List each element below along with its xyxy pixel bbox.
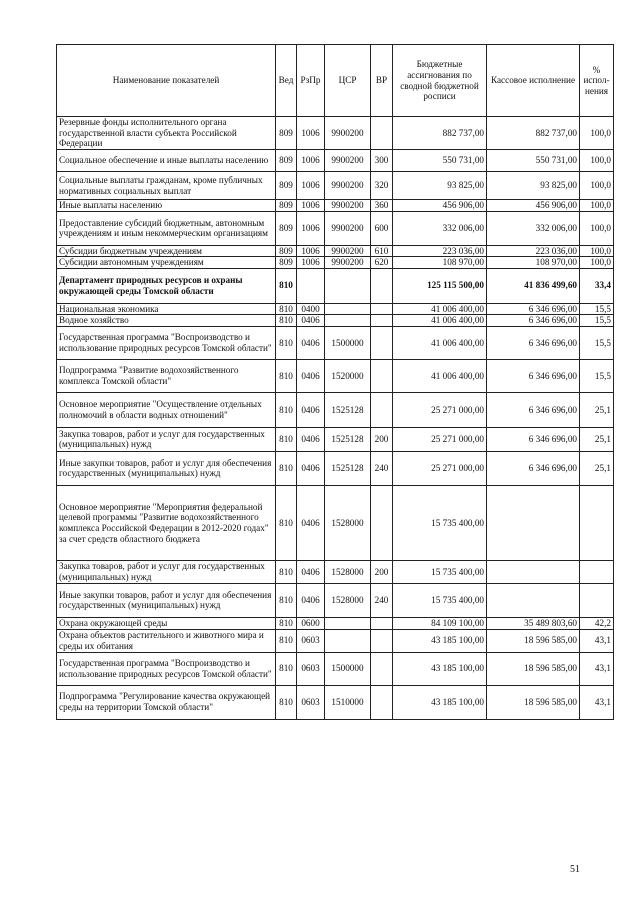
table-row [57, 117, 614, 150]
cell-ved: 810 [276, 617, 297, 629]
cell-name: Основное мероприятие "Осуществление отдельных полномочий в области водных отношений" [57, 392, 276, 427]
cell-rzpr: 0406 [297, 392, 325, 427]
table-row [57, 685, 614, 719]
header-vr: ВР [371, 45, 393, 117]
cell-budget: 41 006 400,00 [393, 303, 487, 315]
cell-kassa: 6 346 696,00 [487, 315, 580, 327]
cell-kassa: 550 731,00 [487, 150, 580, 172]
cell-name: Водное хозяйство [57, 315, 276, 327]
cell-budget: 332 006,00 [393, 211, 487, 245]
cell-kassa: 18 596 585,00 [487, 652, 580, 685]
cell-kassa [487, 560, 580, 583]
cell-rzpr: 1006 [297, 245, 325, 257]
cell-name: Основное мероприятие "Мероприятия федеральной целевой программы "Развитие водохозяйственного комплекса Российской Федерации в 2012-2020 годах" за счет средств областного бюджета [57, 485, 276, 560]
cell-csr [325, 268, 371, 303]
cell-csr: 1528000 [325, 583, 371, 617]
cell-name: Субсидии автономным учреждениям [57, 257, 276, 269]
cell-pct: 100,0 [580, 211, 614, 245]
cell-pct: 15,5 [580, 303, 614, 315]
cell-rzpr: 0406 [297, 359, 325, 392]
cell-kassa: 41 836 499,60 [487, 268, 580, 303]
cell-csr [325, 315, 371, 327]
table-header-row [57, 45, 614, 117]
cell-name: Иные выплаты населению [57, 200, 276, 212]
cell-ved: 810 [276, 451, 297, 485]
cell-rzpr: 0406 [297, 315, 325, 327]
table-row [57, 211, 614, 245]
cell-rzpr: 1006 [297, 200, 325, 212]
cell-csr: 9900200 [325, 172, 371, 200]
table-row [57, 172, 614, 200]
cell-ved: 809 [276, 257, 297, 269]
cell-rzpr [297, 268, 325, 303]
cell-csr: 1525128 [325, 427, 371, 451]
cell-ved: 809 [276, 211, 297, 245]
cell-name: Подпрограмма "Развитие водохозяйственного комплекса Томской области" [57, 359, 276, 392]
cell-budget: 15 735 400,00 [393, 485, 487, 560]
table-row [57, 629, 614, 652]
cell-pct: 42,2 [580, 617, 614, 629]
cell-rzpr: 0603 [297, 629, 325, 652]
cell-ved: 810 [276, 685, 297, 719]
cell-csr: 1510000 [325, 685, 371, 719]
cell-vr [371, 359, 393, 392]
table-row [57, 451, 614, 485]
cell-name: Закупка товаров, работ и услуг для государственных (муниципальных) нужд [57, 560, 276, 583]
cell-budget: 108 970,00 [393, 257, 487, 269]
cell-kassa: 18 596 585,00 [487, 685, 580, 719]
cell-kassa: 332 006,00 [487, 211, 580, 245]
cell-csr: 9900200 [325, 257, 371, 269]
cell-pct: 25,1 [580, 392, 614, 427]
cell-budget: 43 185 100,00 [393, 685, 487, 719]
cell-csr: 1525128 [325, 392, 371, 427]
cell-ved: 809 [276, 150, 297, 172]
cell-rzpr: 0400 [297, 303, 325, 315]
cell-vr: 610 [371, 245, 393, 257]
cell-budget: 41 006 400,00 [393, 326, 487, 359]
cell-ved: 810 [276, 315, 297, 327]
cell-rzpr: 1006 [297, 211, 325, 245]
header-rzpr: РзПр [297, 45, 325, 117]
cell-pct: 25,1 [580, 451, 614, 485]
cell-budget: 550 731,00 [393, 150, 487, 172]
page-number: 51 [570, 864, 580, 875]
cell-kassa [487, 485, 580, 560]
cell-vr: 360 [371, 200, 393, 212]
cell-name: Иные закупки товаров, работ и услуг для обеспечения государственных (муниципальных) нужд [57, 583, 276, 617]
cell-vr [371, 326, 393, 359]
table-row [57, 583, 614, 617]
cell-rzpr: 1006 [297, 150, 325, 172]
cell-rzpr: 1006 [297, 257, 325, 269]
cell-name: Государственная программа "Воспроизводство и использование природных ресурсов Томской области" [57, 326, 276, 359]
cell-ved: 809 [276, 172, 297, 200]
cell-budget: 41 006 400,00 [393, 359, 487, 392]
cell-pct: 100,0 [580, 245, 614, 257]
cell-vr: 200 [371, 427, 393, 451]
cell-vr: 200 [371, 560, 393, 583]
cell-ved: 809 [276, 200, 297, 212]
table-row [57, 427, 614, 451]
cell-kassa: 18 596 585,00 [487, 629, 580, 652]
cell-kassa: 35 489 803,60 [487, 617, 580, 629]
cell-pct: 100,0 [580, 172, 614, 200]
cell-pct: 100,0 [580, 150, 614, 172]
cell-csr: 1525128 [325, 451, 371, 485]
cell-vr: 240 [371, 583, 393, 617]
cell-budget: 15 735 400,00 [393, 583, 487, 617]
cell-name: Государственная программа "Воспроизводство и использование природных ресурсов Томской области" [57, 652, 276, 685]
cell-pct [580, 560, 614, 583]
cell-kassa: 6 346 696,00 [487, 359, 580, 392]
budget-table [56, 44, 614, 720]
cell-ved: 810 [276, 652, 297, 685]
cell-ved: 810 [276, 268, 297, 303]
cell-kassa: 6 346 696,00 [487, 326, 580, 359]
cell-name: Охрана объектов растительного и животного мира и среды их обитания [57, 629, 276, 652]
cell-csr: 9900200 [325, 200, 371, 212]
cell-rzpr: 1006 [297, 117, 325, 150]
cell-vr [371, 652, 393, 685]
cell-rzpr: 0406 [297, 583, 325, 617]
cell-pct: 15,5 [580, 315, 614, 327]
cell-pct: 43,1 [580, 685, 614, 719]
cell-kassa: 108 970,00 [487, 257, 580, 269]
cell-rzpr: 0406 [297, 451, 325, 485]
cell-rzpr: 0406 [297, 560, 325, 583]
cell-ved: 810 [276, 583, 297, 617]
cell-csr: 1520000 [325, 359, 371, 392]
cell-pct: 100,0 [580, 257, 614, 269]
cell-budget: 43 185 100,00 [393, 629, 487, 652]
cell-vr [371, 617, 393, 629]
cell-csr: 9900200 [325, 150, 371, 172]
cell-name: Социальные выплаты гражданам, кроме публичных нормативных социальных выплат [57, 172, 276, 200]
cell-vr [371, 485, 393, 560]
cell-pct: 15,5 [580, 359, 614, 392]
cell-vr: 320 [371, 172, 393, 200]
table-row [57, 200, 614, 212]
cell-csr [325, 629, 371, 652]
cell-budget: 25 271 000,00 [393, 451, 487, 485]
cell-vr: 300 [371, 150, 393, 172]
cell-name: Социальное обеспечение и иные выплаты населению [57, 150, 276, 172]
cell-budget: 25 271 000,00 [393, 427, 487, 451]
cell-pct: 15,5 [580, 326, 614, 359]
cell-csr: 1528000 [325, 485, 371, 560]
cell-ved: 810 [276, 303, 297, 315]
cell-pct: 43,1 [580, 629, 614, 652]
cell-vr: 620 [371, 257, 393, 269]
table-row [57, 560, 614, 583]
cell-vr [371, 315, 393, 327]
cell-name: Охрана окружающей среды [57, 617, 276, 629]
cell-vr [371, 117, 393, 150]
cell-pct [580, 485, 614, 560]
cell-rzpr: 0603 [297, 652, 325, 685]
cell-ved: 809 [276, 245, 297, 257]
cell-csr: 1500000 [325, 652, 371, 685]
header-name: Наименование показателей [57, 45, 276, 117]
table-row [57, 257, 614, 269]
cell-rzpr: 0600 [297, 617, 325, 629]
cell-name: Национальная экономика [57, 303, 276, 315]
cell-name: Департамент природных ресурсов и охраны окружающей среды Томской области [57, 268, 276, 303]
cell-kassa [487, 583, 580, 617]
cell-budget: 93 825,00 [393, 172, 487, 200]
cell-pct: 43,1 [580, 652, 614, 685]
cell-vr: 600 [371, 211, 393, 245]
header-pct: % испол-нения [580, 45, 614, 117]
cell-vr [371, 629, 393, 652]
cell-ved: 810 [276, 629, 297, 652]
cell-csr: 1528000 [325, 560, 371, 583]
cell-pct: 100,0 [580, 117, 614, 150]
cell-vr [371, 268, 393, 303]
cell-budget: 25 271 000,00 [393, 392, 487, 427]
cell-kassa: 93 825,00 [487, 172, 580, 200]
cell-vr [371, 392, 393, 427]
cell-budget: 223 036,00 [393, 245, 487, 257]
cell-ved: 810 [276, 359, 297, 392]
cell-ved: 810 [276, 485, 297, 560]
cell-kassa: 6 346 696,00 [487, 303, 580, 315]
cell-csr: 9900200 [325, 211, 371, 245]
cell-ved: 810 [276, 392, 297, 427]
cell-csr: 9900200 [325, 245, 371, 257]
table-row [57, 245, 614, 257]
cell-kassa: 6 346 696,00 [487, 451, 580, 485]
header-csr: ЦСР [325, 45, 371, 117]
cell-budget: 84 109 100,00 [393, 617, 487, 629]
table-row [57, 315, 614, 327]
cell-ved: 809 [276, 117, 297, 150]
cell-name: Подпрограмма "Регулирование качества окружающей среды на территории Томской области" [57, 685, 276, 719]
table-row [57, 652, 614, 685]
cell-rzpr: 0603 [297, 685, 325, 719]
cell-name: Иные закупки товаров, работ и услуг для обеспечения государственных (муниципальных) нужд [57, 451, 276, 485]
cell-budget: 41 006 400,00 [393, 315, 487, 327]
cell-kassa: 882 737,00 [487, 117, 580, 150]
cell-csr: 1500000 [325, 326, 371, 359]
cell-ved: 810 [276, 427, 297, 451]
cell-budget: 456 906,00 [393, 200, 487, 212]
table-row [57, 303, 614, 315]
table-row [57, 485, 614, 560]
cell-kassa: 6 346 696,00 [487, 392, 580, 427]
cell-name: Закупка товаров, работ и услуг для государственных (муниципальных) нужд [57, 427, 276, 451]
cell-rzpr: 0406 [297, 326, 325, 359]
header-budget: Бюджетные ассигнования по сводной бюджетной росписи [393, 45, 487, 117]
cell-budget: 15 735 400,00 [393, 560, 487, 583]
header-ved: Вед [276, 45, 297, 117]
cell-rzpr: 1006 [297, 172, 325, 200]
cell-ved: 810 [276, 326, 297, 359]
cell-vr [371, 685, 393, 719]
table-row [57, 617, 614, 629]
cell-rzpr: 0406 [297, 427, 325, 451]
cell-kassa: 223 036,00 [487, 245, 580, 257]
cell-vr [371, 303, 393, 315]
table-row [57, 392, 614, 427]
cell-name: Субсидии бюджетным учреждениям [57, 245, 276, 257]
cell-pct: 33,4 [580, 268, 614, 303]
cell-pct: 25,1 [580, 427, 614, 451]
cell-vr: 240 [371, 451, 393, 485]
cell-csr [325, 617, 371, 629]
table-row [57, 150, 614, 172]
cell-kassa: 456 906,00 [487, 200, 580, 212]
cell-pct: 100,0 [580, 200, 614, 212]
table-body [57, 117, 614, 720]
cell-budget: 43 185 100,00 [393, 652, 487, 685]
table-row [57, 326, 614, 359]
cell-pct [580, 583, 614, 617]
cell-kassa: 6 346 696,00 [487, 427, 580, 451]
cell-name: Предоставление субсидий бюджетным, автономным учреждениям и иным некоммерческим организациям [57, 211, 276, 245]
cell-rzpr: 0406 [297, 485, 325, 560]
cell-csr: 9900200 [325, 117, 371, 150]
cell-ved: 810 [276, 560, 297, 583]
cell-budget: 125 115 500,00 [393, 268, 487, 303]
cell-budget: 882 737,00 [393, 117, 487, 150]
table-row [57, 359, 614, 392]
header-kassa: Кассовое исполнение [487, 45, 580, 117]
cell-csr [325, 303, 371, 315]
table-row [57, 268, 614, 303]
cell-name: Резервные фонды исполнительного органа государственной власти субъекта Российской Федерации [57, 117, 276, 150]
